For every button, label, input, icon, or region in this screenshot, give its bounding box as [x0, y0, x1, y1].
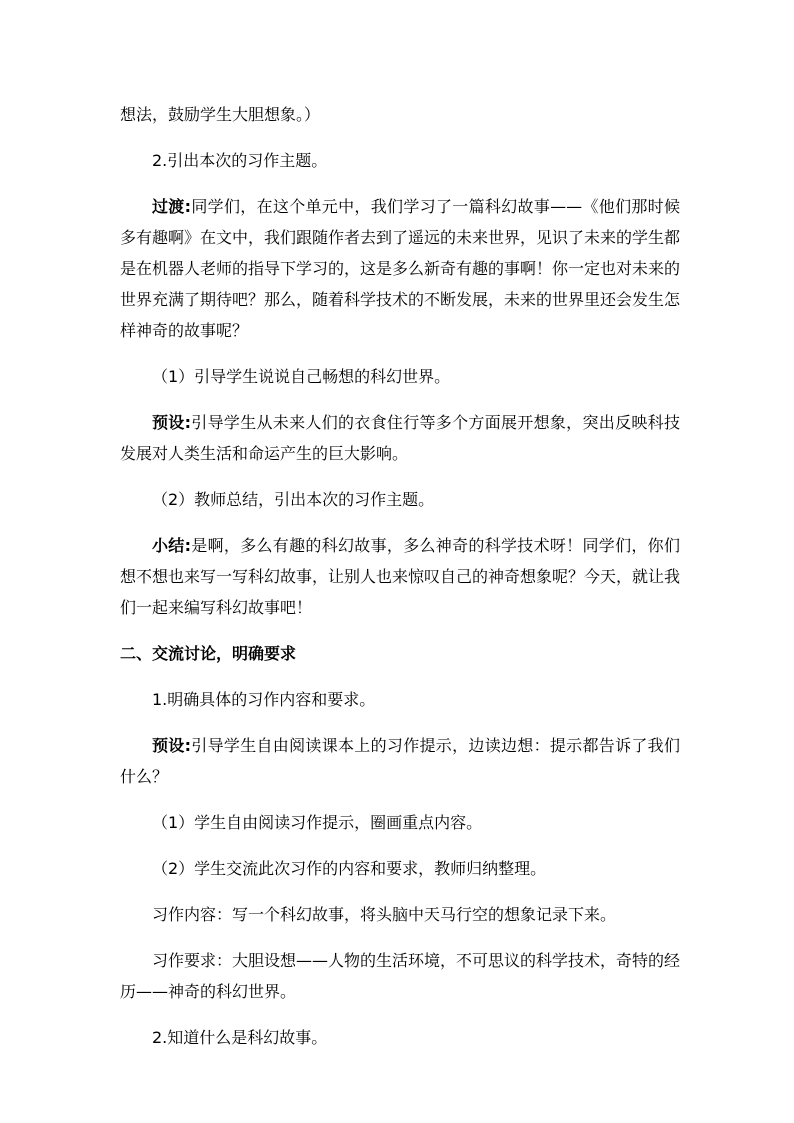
paragraph-step-2-topic [120, 145, 680, 176]
paragraph-text: （1）引导学生说说自己畅想的科幻世界。 [152, 367, 451, 386]
paragraph-preset-2 [120, 730, 680, 792]
paragraph-writing-content [120, 899, 680, 930]
paragraph-text: 2.知道什么是科幻故事。 [152, 1028, 328, 1047]
paragraph-text: （2）学生交流此次习作的内容和要求，教师归纳整理。 [152, 859, 547, 878]
paragraph-text: 是啊，多么有趣的科幻故事，多么神奇的科学技术呀！同学们，你们想不想也来写一写科幻故事，让别人也来惊叹自己的神奇想象呢？今天，就让我们一起来编写科幻故事吧！ [120, 536, 681, 617]
paragraph-preset-1 [120, 407, 680, 469]
paragraph-label: 预设: [152, 736, 191, 755]
paragraph-text: 引导学生从未来人们的衣食住行等多个方面展开想象，突出反映科技发展对人类生活和命运产生的巨大影响。 [120, 413, 680, 463]
paragraph-encourage-imagination [120, 99, 680, 130]
paragraph-label: 过渡: [152, 197, 192, 216]
paragraph-sub-1 [120, 361, 680, 392]
paragraph-summary [120, 530, 680, 623]
paragraph-step-1-requirements [120, 684, 680, 715]
paragraph-sub-1-read [120, 807, 680, 838]
paragraph-sub-2-discuss [120, 853, 680, 884]
paragraph-text: 同学们，在这个单元中，我们学习了一篇科幻故事——《他们那时候多有趣啊》在文中，我们跟随作者去到了遥远的未来世界，见识了未来的学生都是在机器人老师的指导下学习的，这是多么新奇有趣的事啊！你一定也对未来的世界充满了期待吧？那么，随着科学技术的不断发展，未来的世界里还会发生怎样神奇的故事呢？ [120, 197, 681, 340]
document-body [120, 99, 680, 1053]
paragraph-label: 小结: [152, 536, 191, 555]
paragraph-text: （1）学生自由阅读习作提示，圈画重点内容。 [152, 813, 483, 832]
heading-text: 二、交流讨论，明确要求 [120, 644, 297, 663]
section-heading-2 [120, 638, 680, 669]
paragraph-text: 习作内容：写一个科幻故事，将头脑中天马行空的想象记录下来。 [152, 905, 617, 924]
paragraph-label: 预设: [152, 413, 191, 432]
paragraph-text: 引导学生自由阅读课本上的习作提示，边读边想：提示都告诉了我们什么？ [120, 736, 680, 786]
paragraph-transition [120, 191, 680, 346]
paragraph-writing-requirements [120, 945, 680, 1007]
paragraph-sub-2 [120, 484, 680, 515]
paragraph-text: 1.明确具体的习作内容和要求。 [152, 690, 376, 709]
paragraph-text: 2.引出本次的习作主题。 [152, 151, 328, 170]
paragraph-text: 习作要求：大胆设想——人物的生活环境，不可思议的科学技术，奇特的经历——神奇的科幻世界。 [120, 951, 681, 1001]
paragraph-step-2-scifi [120, 1022, 680, 1053]
paragraph-text: 想法，鼓励学生大胆想象。） [120, 105, 321, 124]
paragraph-text: （2）教师总结，引出本次的习作主题。 [152, 490, 435, 509]
